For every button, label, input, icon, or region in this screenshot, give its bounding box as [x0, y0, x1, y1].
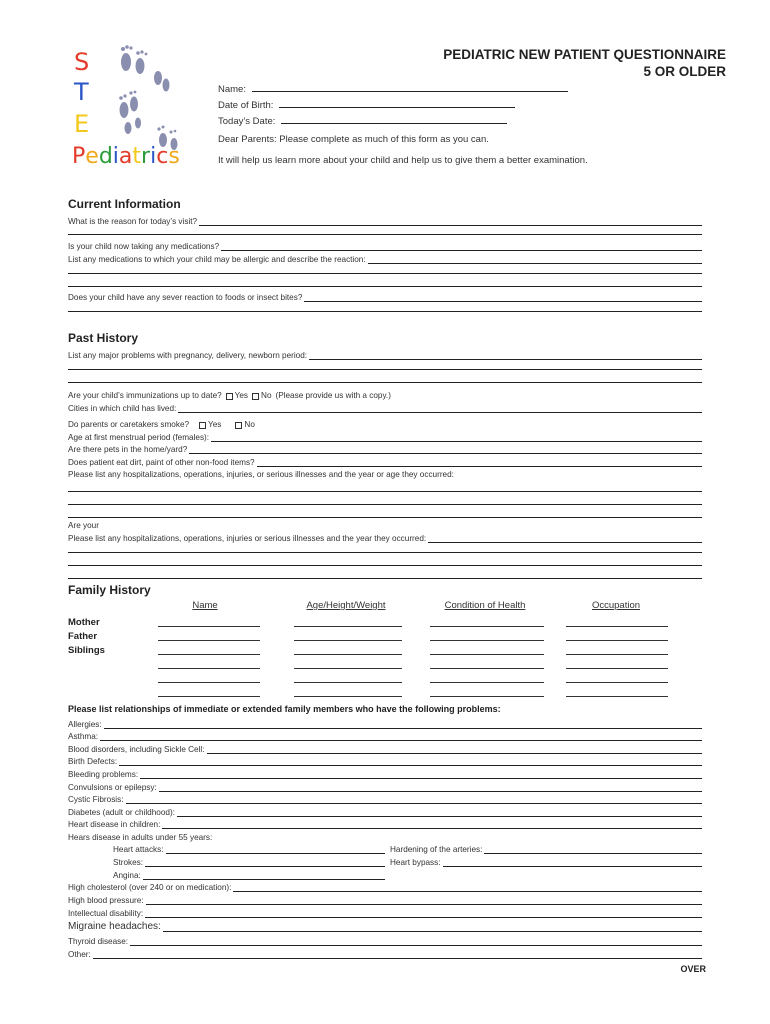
heart-attacks-field[interactable] [113, 843, 385, 854]
reason-input-line[interactable] [199, 217, 702, 226]
cystic-field[interactable] [68, 793, 702, 804]
dirt-field[interactable] [68, 456, 702, 467]
severe-reaction-field[interactable] [68, 291, 702, 302]
family-grid-input-line[interactable] [430, 682, 544, 683]
smoke-yes-checkbox[interactable] [199, 422, 206, 429]
cities-label: Cities in which child has lived: [68, 404, 177, 413]
diabetes-label: Diabetes (adult or childhood): [68, 808, 175, 817]
hospitalizations-line-2[interactable] [68, 504, 702, 505]
family-grid-input-line[interactable] [430, 640, 544, 641]
pregnancy-problems-label: List any major problems with pregnancy, delivery, newborn period: [68, 351, 308, 360]
family-grid-input-line[interactable] [430, 668, 544, 669]
hardening-label: Hardening of the arteries: [390, 845, 483, 854]
hospitalizations-line-1[interactable] [68, 491, 702, 492]
dirt-input-line[interactable] [257, 458, 702, 467]
cities-input-line[interactable] [178, 404, 702, 413]
family-grid-input-line[interactable] [158, 682, 260, 683]
other-label: Other: [68, 950, 91, 959]
pets-label: Are there pets in the home/yard? [68, 445, 188, 454]
allergic-input-line[interactable] [368, 255, 702, 264]
angina-input-line[interactable] [143, 871, 385, 880]
family-grid-input-line[interactable] [294, 626, 402, 627]
bypass-field[interactable] [390, 856, 702, 867]
family-grid-input-line[interactable] [566, 682, 668, 683]
heart-attacks-label: Heart attacks: [113, 845, 164, 854]
family-grid-input-line[interactable] [294, 668, 402, 669]
form-title-line2: 5 OR OLDER [643, 64, 726, 79]
row-siblings: Siblings [68, 645, 105, 656]
cities-field[interactable] [68, 402, 702, 413]
logo-wordmark-letter: P [72, 144, 86, 169]
family-grid-input-line[interactable] [294, 696, 402, 697]
logo-wordmark-letter: t [132, 144, 142, 169]
hospitalizations-line-3[interactable] [68, 517, 702, 518]
pressure-label: High blood pressure: [68, 896, 144, 905]
family-history-heading: Family History [68, 583, 151, 597]
convulsions-label: Convulsions or epilepsy: [68, 783, 157, 792]
hospitalizations-label: Please list any hospitalizations, operations, injuries, or serious illnesses and the year or age they occurred: [68, 470, 454, 479]
cystic-label: Cystic Fibrosis: [68, 795, 124, 804]
logo-letter-e: E [74, 110, 90, 138]
are-your-label: Are your [68, 521, 99, 530]
logo-letter-t: T [74, 78, 89, 106]
menstrual-input-line[interactable] [211, 433, 702, 442]
intellectual-label: Intellectual disability: [68, 909, 144, 918]
convulsions-input-line[interactable] [159, 783, 702, 792]
heart-children-label: Heart disease in children: [68, 820, 161, 829]
hospitalizations-question [68, 468, 702, 479]
column-condition: Condition of Health [444, 600, 526, 611]
family-grid-input-line[interactable] [158, 696, 260, 697]
birth-label: Birth Defects: [68, 757, 118, 766]
logo-wordmark-letter: d [98, 144, 113, 169]
heart-adults-label: Hears disease in adults under 55 years: [68, 833, 213, 842]
hospitalizations2-input-line[interactable] [428, 534, 702, 543]
immunizations-yes-label: Yes [234, 391, 249, 400]
thyroid-input-line[interactable] [130, 937, 702, 946]
thyroid-field[interactable] [68, 935, 702, 946]
dob-input-line[interactable] [279, 98, 515, 108]
strokes-input-line[interactable] [145, 858, 385, 867]
severe-reaction-input-line[interactable] [304, 293, 702, 302]
family-grid-input-line[interactable] [430, 696, 544, 697]
blood-label: Blood disorders, including Sickle Cell: [68, 745, 205, 754]
diabetes-field[interactable] [68, 806, 702, 817]
name-field[interactable] [218, 82, 568, 95]
help-note: It will help us learn more about your child and help us to give them a better examination. [218, 155, 588, 166]
immunizations-no-checkbox[interactable] [252, 393, 259, 400]
intellectual-field[interactable] [68, 907, 702, 918]
pets-input-line[interactable] [189, 445, 702, 454]
logo-wordmark-letter: i [112, 144, 119, 169]
hospitalizations2-label: Please list any hospitalizations, operations, injuries or serious illnesses and the year they occurred: [68, 534, 427, 543]
logo-wordmark-letter: e [85, 144, 99, 169]
heart-adults-question [68, 831, 702, 842]
pregnancy-extra-line-1[interactable] [68, 369, 702, 370]
immunizations-label: Are your child’s immunizations up to date? [68, 391, 222, 400]
bleeding-label: Bleeding problems: [68, 770, 139, 779]
logo-wordmark-letter: a [118, 144, 133, 169]
birth-field[interactable] [68, 755, 702, 766]
immunizations-note: (Please provide us with a copy.) [275, 391, 391, 400]
family-grid-input-line[interactable] [294, 654, 402, 655]
asthma-input-line[interactable] [100, 732, 702, 741]
pressure-field[interactable] [68, 894, 702, 905]
thyroid-label: Thyroid disease: [68, 937, 129, 946]
hospitalizations2-line-2[interactable] [68, 565, 702, 566]
bypass-label: Heart bypass: [390, 858, 441, 867]
family-grid-input-line[interactable] [158, 640, 260, 641]
immunizations-question [68, 389, 702, 400]
smoke-no-label: No [244, 420, 255, 429]
pressure-input-line[interactable] [146, 896, 702, 905]
allergic-extra-line-1[interactable] [68, 273, 702, 274]
birth-input-line[interactable] [119, 757, 702, 766]
blood-field[interactable] [68, 743, 702, 754]
family-grid-input-line[interactable] [294, 682, 402, 683]
menstrual-field[interactable] [68, 431, 702, 442]
other-input-line[interactable] [93, 950, 702, 959]
family-grid-input-line[interactable] [566, 626, 668, 627]
column-age-height-weight: Age/Height/Weight [306, 600, 386, 611]
migraine-input-line[interactable] [163, 923, 702, 932]
form-title-line1: PEDIATRIC NEW PATIENT QUESTIONNAIRE [443, 47, 726, 62]
medications-input-line[interactable] [221, 242, 702, 251]
strokes-field[interactable] [113, 856, 385, 867]
family-grid-input-line[interactable] [566, 668, 668, 669]
other-field[interactable] [68, 948, 702, 959]
column-occupation: Occupation [591, 600, 641, 611]
current-info-heading: Current Information [68, 197, 181, 211]
allergies-input-line[interactable] [104, 720, 702, 729]
family-grid-input-line[interactable] [158, 654, 260, 655]
dob-label: Date of Birth: [218, 100, 274, 111]
logo-wordmark-letter: i [150, 144, 157, 169]
angina-field[interactable] [113, 869, 385, 880]
smoke-label: Do parents or caretakers smoke? [68, 420, 190, 429]
row-mother: Mother [68, 617, 100, 628]
migraine-label: Migraine headaches: [68, 921, 161, 932]
strokes-label: Strokes: [113, 858, 144, 867]
allergies-field[interactable] [68, 718, 702, 729]
today-date-field[interactable] [218, 114, 507, 127]
heart-children-input-line[interactable] [162, 820, 702, 829]
hospitalizations2-line-3[interactable] [68, 578, 702, 579]
logo-wordmark-letter: s [168, 144, 180, 169]
cholesterol-field[interactable] [68, 881, 702, 892]
are-your-text [68, 519, 702, 530]
family-grid-input-line[interactable] [158, 626, 260, 627]
clinic-logo [68, 40, 208, 175]
bleeding-input-line[interactable] [140, 770, 702, 779]
today-date-input-line[interactable] [281, 114, 507, 124]
cholesterol-input-line[interactable] [233, 883, 702, 892]
severe-extra-line[interactable] [68, 311, 702, 312]
bypass-input-line[interactable] [443, 858, 702, 867]
menstrual-label: Age at first menstrual period (females): [68, 433, 210, 442]
smoke-yes-label: Yes [208, 420, 222, 429]
migraine-field[interactable] [68, 919, 702, 932]
logo-wordmark-letter: c [156, 144, 169, 169]
allergic-field[interactable] [68, 253, 702, 264]
row-father: Father [68, 631, 98, 642]
diabetes-input-line[interactable] [177, 808, 702, 817]
allergic-label: List any medications to which your child may be allergic and describe the reaction: [68, 255, 366, 264]
asthma-field[interactable] [68, 730, 702, 741]
pets-field[interactable] [68, 443, 702, 454]
heart-attacks-input-line[interactable] [166, 845, 385, 854]
convulsions-field[interactable] [68, 781, 702, 792]
medications-label: Is your child now taking any medications? [68, 242, 220, 251]
family-grid-input-line[interactable] [566, 654, 668, 655]
parents-note: Dear Parents: Please complete as much of this form as you can. [218, 134, 489, 145]
severe-reaction-label: Does your child have any sever reaction to foods or insect bites? [68, 293, 303, 302]
footprints-icon [68, 40, 208, 150]
relationships-label: Please list relationships of immediate or extended family members who have the following problems: [68, 704, 501, 714]
pregnancy-problems-input-line[interactable] [309, 351, 702, 360]
hospitalizations2-line-1[interactable] [68, 552, 702, 553]
hardening-field[interactable] [390, 843, 702, 854]
family-grid-input-line[interactable] [430, 654, 544, 655]
family-grid-input-line[interactable] [566, 640, 668, 641]
allergies-label: Allergies: [68, 720, 102, 729]
dob-field[interactable] [218, 98, 515, 111]
past-history-heading: Past History [68, 331, 139, 345]
heart-children-field[interactable] [68, 818, 702, 829]
family-grid-input-line[interactable] [158, 668, 260, 669]
hardening-input-line[interactable] [484, 845, 702, 854]
immunizations-no-label: No [261, 391, 272, 400]
form-title [443, 46, 726, 80]
over-text: OVER [680, 964, 706, 974]
reason-field[interactable] [68, 215, 702, 226]
family-grid-input-line[interactable] [294, 640, 402, 641]
logo-wordmark-letter: r [141, 144, 151, 169]
reason-label: What is the reason for today’s visit? [68, 217, 198, 226]
family-grid-input-line[interactable] [430, 626, 544, 627]
column-name: Name [192, 600, 218, 611]
smoke-no-checkbox[interactable] [235, 422, 242, 429]
medications-field[interactable] [68, 240, 702, 251]
today-date-label: Today’s Date: [218, 116, 276, 127]
reason-extra-line[interactable] [68, 234, 702, 235]
bleeding-field[interactable] [68, 768, 702, 779]
blood-input-line[interactable] [207, 745, 702, 754]
allergic-extra-line-2[interactable] [68, 286, 702, 287]
angina-label: Angina: [113, 871, 141, 880]
smoke-question [68, 418, 702, 429]
hospitalizations2-field[interactable] [68, 532, 702, 543]
asthma-label: Asthma: [68, 732, 99, 741]
immunizations-yes-checkbox[interactable] [226, 393, 233, 400]
cholesterol-label: High cholesterol (over 240 or on medication): [68, 883, 232, 892]
relationships-heading [68, 703, 702, 714]
pregnancy-extra-line-2[interactable] [68, 382, 702, 383]
family-grid-input-line[interactable] [566, 696, 668, 697]
logo-letter-s: S [74, 48, 90, 76]
cystic-input-line[interactable] [126, 795, 703, 804]
dirt-label: Does patient eat dirt, paint of other non-food items? [68, 458, 255, 467]
name-label: Name: [218, 84, 246, 95]
pregnancy-problems-field[interactable] [68, 349, 702, 360]
logo-wordmark [72, 144, 180, 169]
intellectual-input-line[interactable] [145, 909, 702, 918]
name-input-line[interactable] [252, 82, 568, 92]
